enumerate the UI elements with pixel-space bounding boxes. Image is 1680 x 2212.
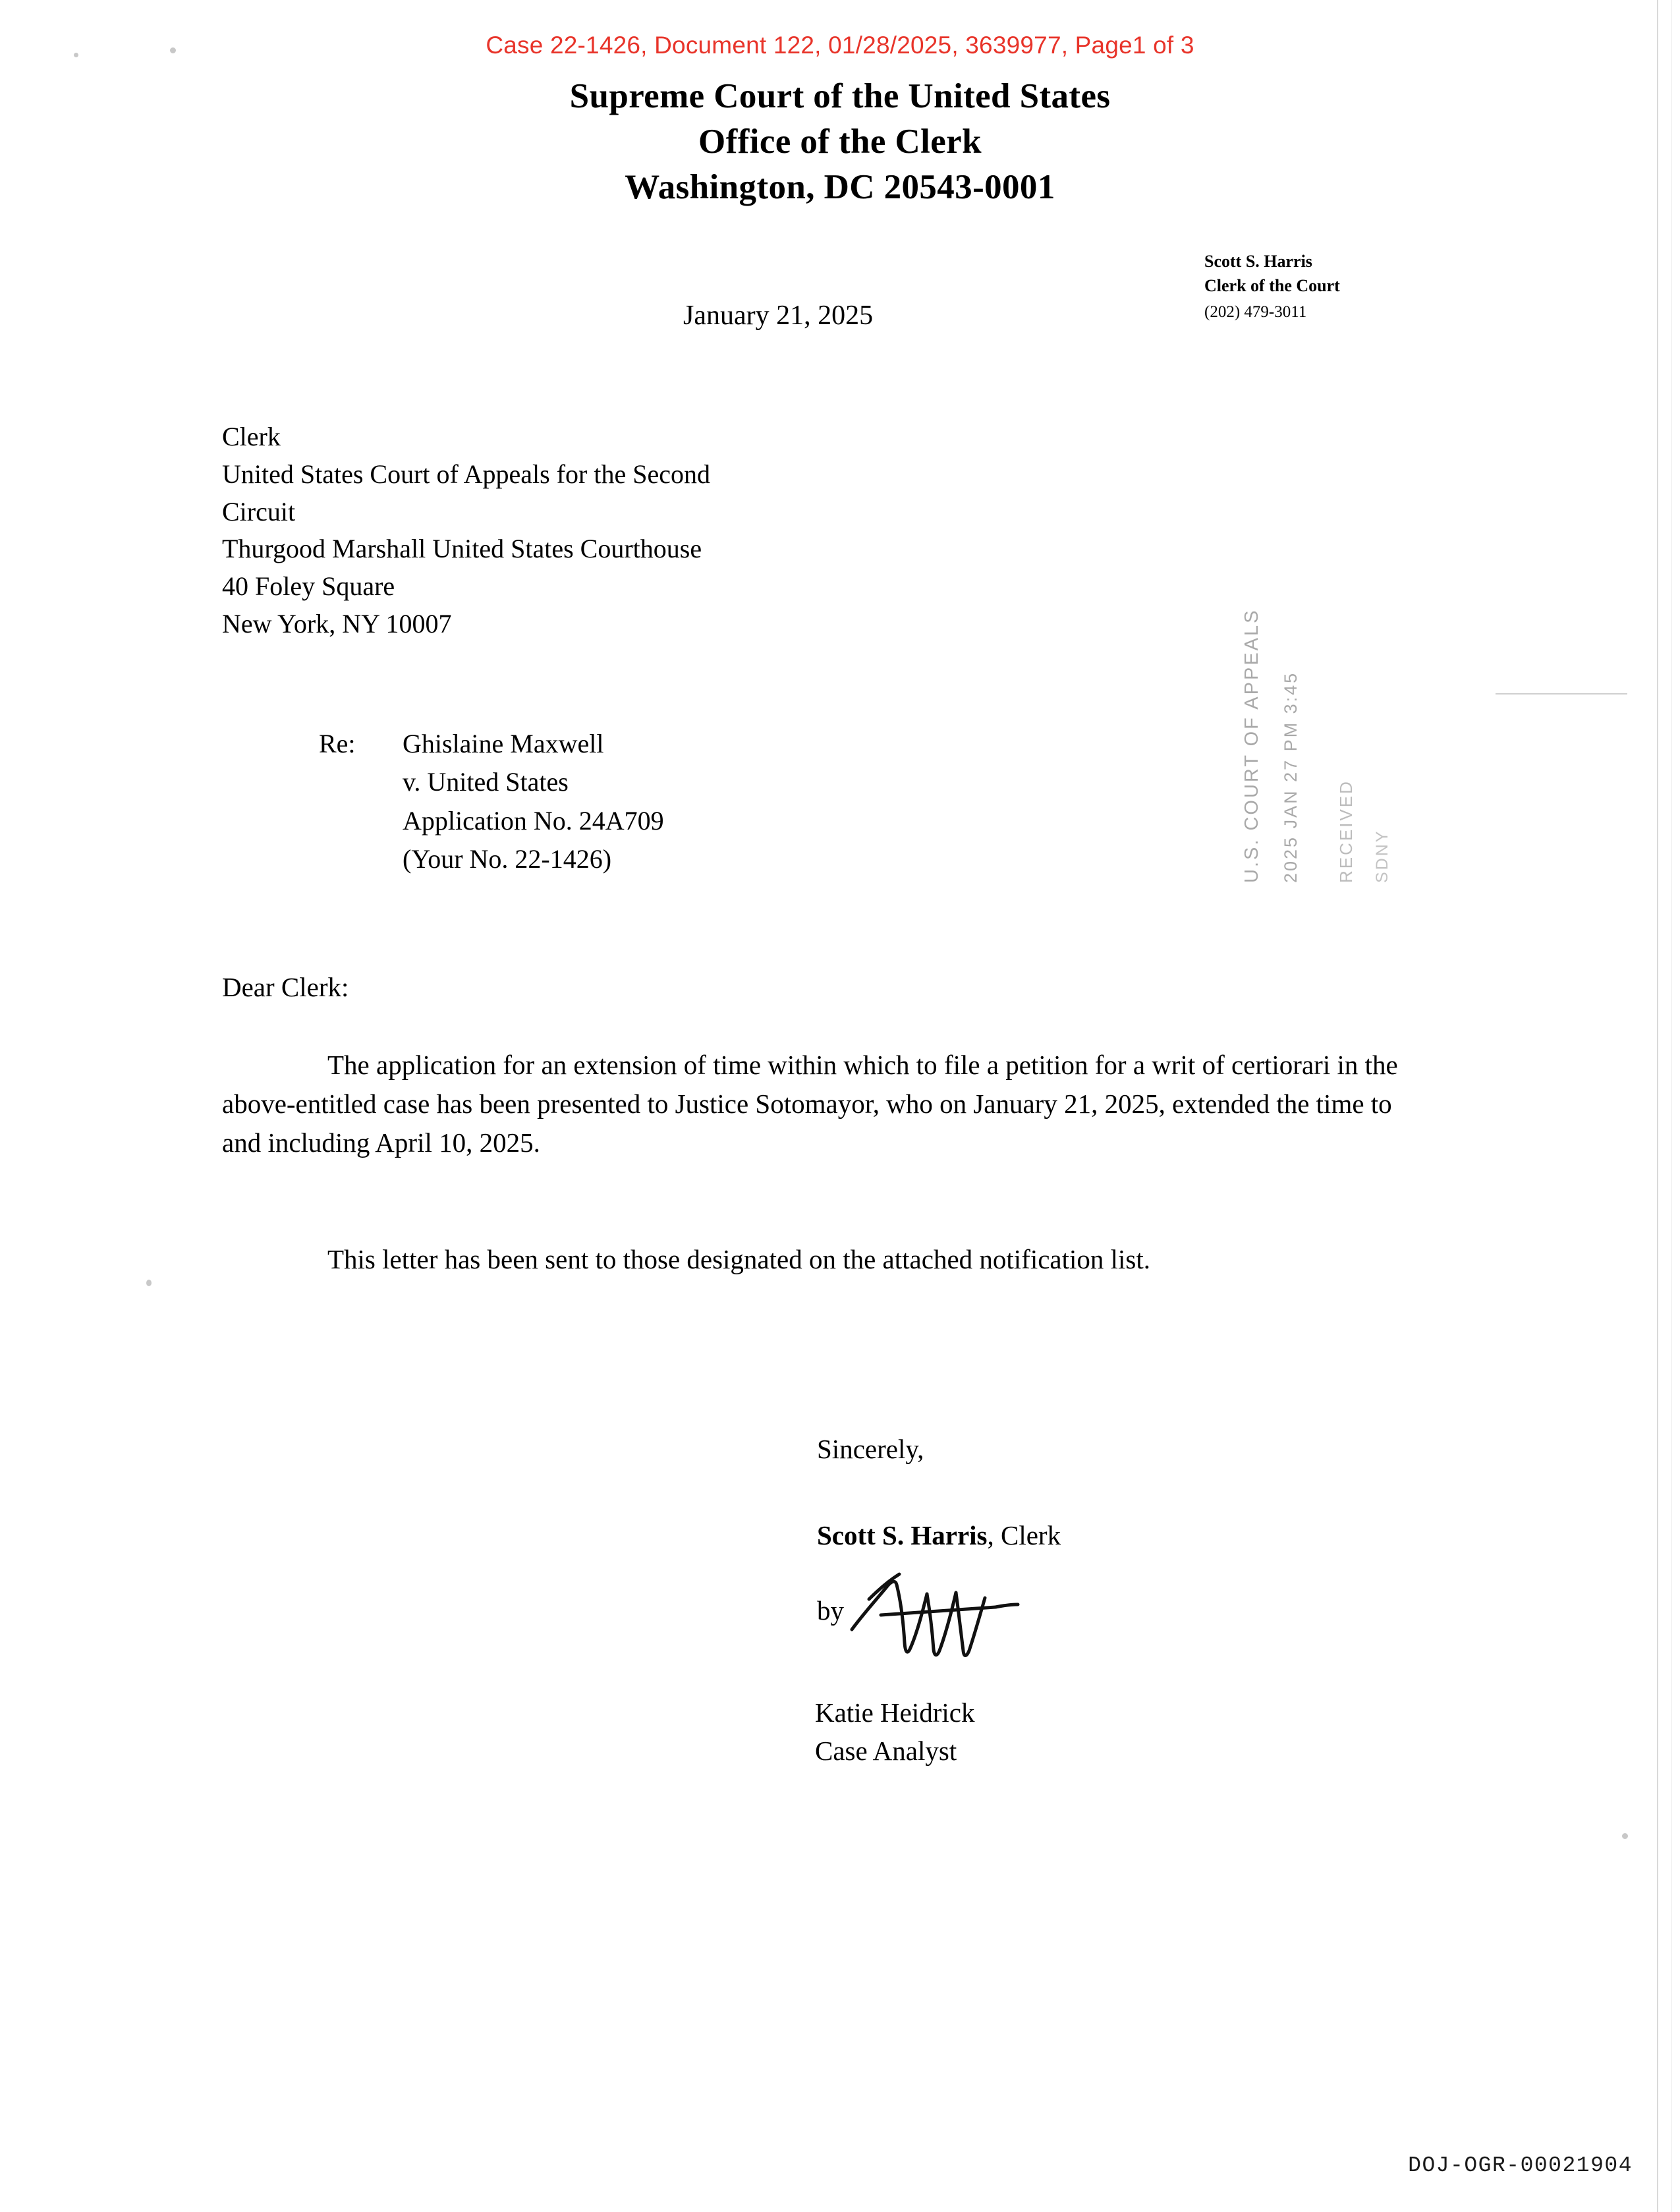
address-line-4: Thurgood Marshall United States Courthouse bbox=[222, 534, 702, 564]
scan-speck bbox=[1622, 1833, 1628, 1839]
signed-by-name: Katie Heidrick bbox=[815, 1697, 975, 1728]
signer-line bbox=[817, 1519, 1061, 1551]
received-stamp-office: SDNY bbox=[1373, 829, 1391, 883]
clerk-title: Clerk of the Court bbox=[1204, 276, 1340, 296]
by-label: by bbox=[817, 1595, 844, 1626]
re-lines bbox=[403, 725, 664, 879]
letterhead bbox=[0, 74, 1680, 210]
address-line-3: Circuit bbox=[222, 496, 296, 526]
bates-number: DOJ-OGR-00021904 bbox=[1408, 2153, 1633, 2178]
ecf-case-header: Case 22-1426, Document 122, 01/28/2025, 3639977, Page1 of 3 bbox=[486, 32, 1194, 59]
received-stamp-datetime: 2025 JAN 27 PM 3:45 bbox=[1281, 671, 1301, 883]
scan-artifact-line bbox=[1496, 693, 1627, 695]
received-stamp-court: U.S. COURT OF APPEALS bbox=[1241, 608, 1262, 883]
clerk-contact-block bbox=[1204, 249, 1340, 324]
signed-by-title: Case Analyst bbox=[815, 1736, 957, 1767]
re-line-versus: v. United States bbox=[403, 767, 569, 797]
re-line-application-no: Application No. 24A709 bbox=[403, 805, 664, 836]
handwritten-signature bbox=[840, 1552, 1057, 1677]
letterhead-line-office: Office of the Clerk bbox=[698, 122, 982, 161]
received-stamp-received: RECEIVED bbox=[1336, 780, 1356, 883]
letterhead-line-court: Supreme Court of the United States bbox=[569, 77, 1111, 115]
recipient-address-block bbox=[222, 418, 710, 643]
letterhead-line-address: Washington, DC 20543-0001 bbox=[625, 167, 1055, 206]
closing-sincerely: Sincerely, bbox=[817, 1434, 924, 1464]
letter-date: January 21, 2025 bbox=[683, 300, 874, 331]
signer-name: Scott S. Harris bbox=[817, 1520, 988, 1550]
clerk-name: Scott S. Harris bbox=[1204, 252, 1312, 271]
signer-title: , Clerk bbox=[987, 1520, 1061, 1550]
signed-by-block bbox=[815, 1693, 974, 1770]
re-line-case-name: Ghislaine Maxwell bbox=[403, 729, 604, 758]
re-line-your-no: (Your No. 22-1426) bbox=[403, 844, 612, 874]
address-line-5: 40 Foley Square bbox=[222, 571, 395, 602]
re-block bbox=[319, 725, 664, 879]
body-paragraph-2: This letter has been sent to those designated on the attached notification list. bbox=[327, 1244, 1151, 1274]
address-line-6: New York, NY 10007 bbox=[222, 608, 452, 638]
body-paragraph-1: The application for an extension of time within which to file a petition for a writ of certiorari in the above-entitled case has been presented to Justice Sotomayor, who on January 21, 2025, extended the time to and including April 10, 2025. bbox=[222, 1050, 1398, 1158]
address-line-1: Clerk bbox=[222, 422, 281, 451]
address-line-2: United States Court of Appeals for the Second bbox=[222, 459, 710, 489]
re-label: Re: bbox=[319, 729, 356, 758]
salutation: Dear Clerk: bbox=[222, 972, 349, 1002]
scan-edge-line-secondary bbox=[1671, 0, 1672, 2212]
scan-edge-line bbox=[1657, 0, 1658, 2212]
received-stamp bbox=[1225, 567, 1423, 909]
scan-speck bbox=[146, 1280, 152, 1286]
clerk-phone: (202) 479-3011 bbox=[1204, 303, 1307, 322]
